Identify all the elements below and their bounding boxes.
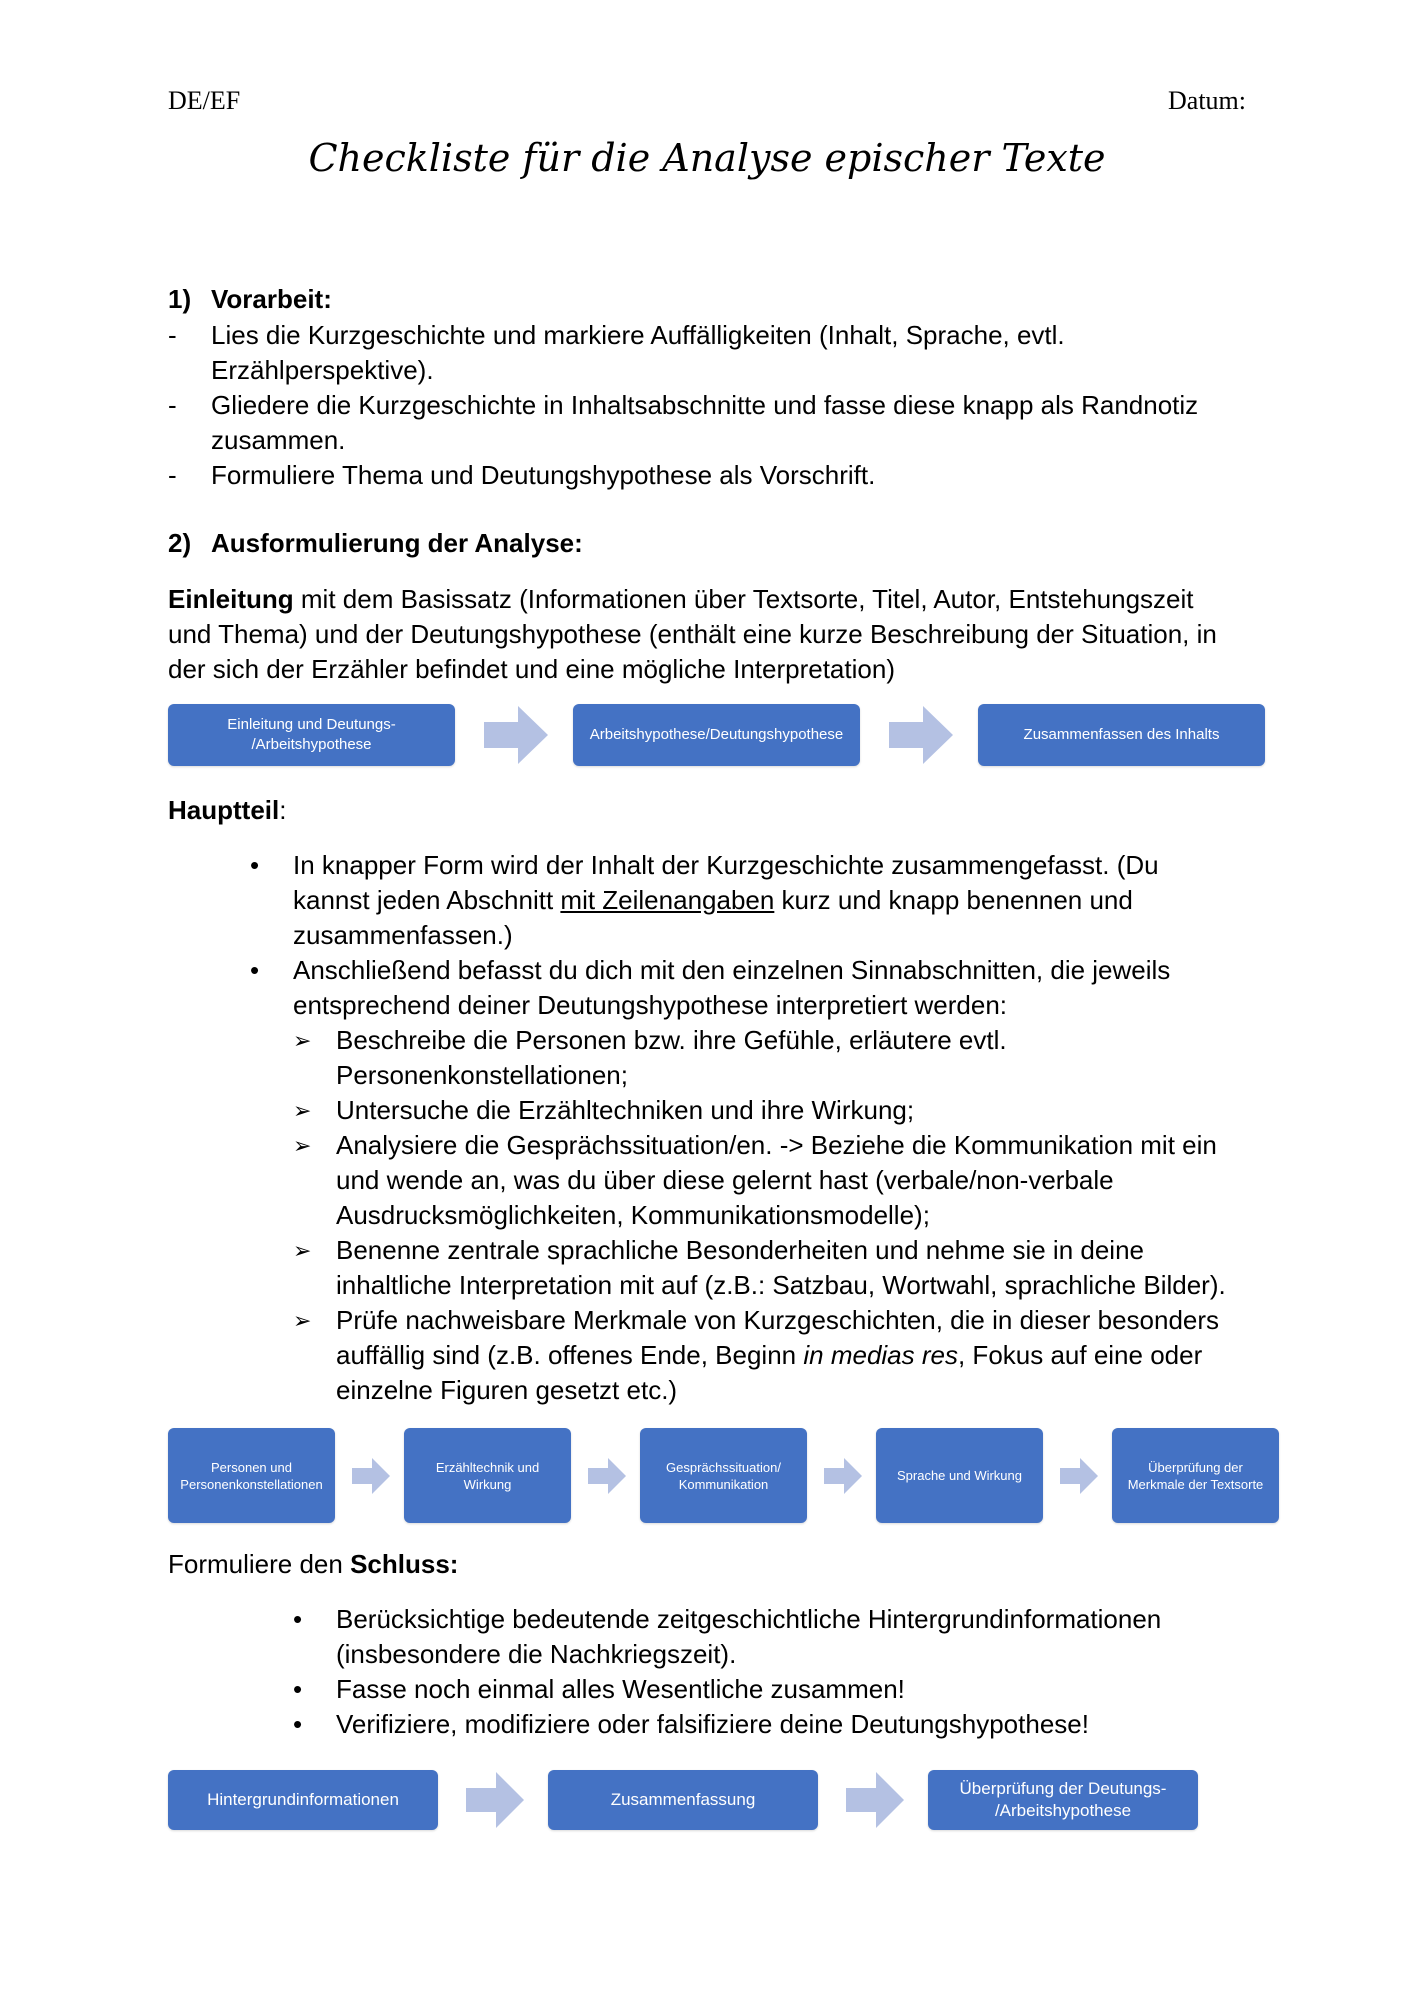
flow-box-einleitung	[168, 704, 455, 766]
einleitung-line: und Thema) und der Deutungshypothese (enthält eine kurze Beschreibung der Situation, in	[168, 619, 1217, 649]
list-item	[211, 318, 1261, 388]
list-item-line: , Fokus auf eine oder	[957, 1340, 1203, 1370]
flow-box-label: Überprüfung der Deutungs- /Arbeitshypothese	[959, 1779, 1167, 1820]
flow-box-label: Hintergrundinformationen	[207, 1790, 399, 1809]
list-item-line: zusammen.	[211, 425, 346, 455]
flow-box-sprache	[876, 1428, 1043, 1523]
flow-box-label: Überprüfung der Merkmale der Textsorte	[1127, 1459, 1264, 1492]
arrow-right-icon	[466, 1770, 524, 1830]
arrow-right-icon	[889, 704, 953, 766]
list-item-line: und wende an, was du über diese gelernt hast (verbale/non-verbale	[336, 1165, 1114, 1195]
arrowhead-bullet-icon: ➢	[293, 1238, 312, 1263]
list-item-line: Personenkonstellationen;	[336, 1060, 628, 1090]
arrow-right-icon	[1060, 1458, 1098, 1494]
list-item-line: inhaltliche Interpretation mit auf (z.B.: Satzbau, Wortwahl, sprachliche Bilder).	[336, 1270, 1226, 1300]
list-item	[336, 1672, 1336, 1707]
list-item-line: Analysiere die Gesprächssituation/en. -> Beziehe die Kommunikation mit ein	[336, 1130, 1217, 1160]
flow-box-label: Zusammenfassung	[610, 1790, 756, 1809]
section-2-heading: Ausformulierung der Analyse:	[211, 528, 583, 558]
arrow-right-icon	[352, 1458, 390, 1494]
einleitung-bold: Einleitung	[168, 584, 294, 614]
list-item-line: Berücksichtige bedeutende zeitgeschichtliche Hintergrundinformationen	[336, 1604, 1162, 1634]
list-item-line: Formuliere Thema und Deutungshypothese als Vorschrift.	[211, 460, 876, 490]
arrowhead-bullet-icon: ➢	[293, 1133, 312, 1158]
bullet-icon: •	[293, 1604, 303, 1634]
flow-box-label: Einleitung und Deutungs- /Arbeitshypothese	[227, 716, 396, 753]
schluss-pre: Formuliere den	[168, 1549, 351, 1579]
flow-box-hintergrund	[168, 1770, 438, 1830]
underlined-text: mit Zeilenangaben	[560, 885, 775, 915]
flow-box-arbeitshypothese	[573, 704, 860, 766]
list-item-line: Benenne zentrale sprachliche Besonderheiten und nehme sie in deine	[336, 1235, 1145, 1265]
flow-box-ueberpruefung-hypothese	[928, 1770, 1198, 1830]
list-item-dash: -	[168, 460, 177, 490]
list-item-dash: -	[168, 390, 177, 420]
list-item	[336, 1602, 1336, 1672]
section-1-heading: Vorarbeit:	[211, 284, 332, 314]
section-2-number: 2)	[168, 528, 192, 558]
hauptteil-colon: :	[279, 795, 287, 825]
list-item	[293, 953, 1293, 1023]
bullet-icon: •	[293, 1709, 303, 1739]
arrow-right-icon	[824, 1458, 862, 1494]
italic-text: in medias res	[803, 1340, 958, 1370]
list-item-line: Beschreibe die Personen bzw. ihre Gefühle, erläutere evtl.	[336, 1025, 1007, 1055]
list-item-line: In knapper Form wird der Inhalt der Kurzgeschichte zusammengefasst. (Du	[293, 850, 1159, 880]
list-item-line: einzelne Figuren gesetzt etc.)	[336, 1375, 678, 1405]
sub-list-item	[336, 1023, 1336, 1093]
list-item-line: Anschließend befasst du dich mit den einzelnen Sinnabschnitten, die jeweils	[293, 955, 1171, 985]
flow-box-erzaehltechnik	[404, 1428, 571, 1523]
bullet-icon: •	[293, 1674, 303, 1704]
arrowhead-bullet-icon: ➢	[293, 1028, 312, 1053]
list-item-line: Untersuche die Erzähltechniken und ihre Wirkung;	[336, 1095, 915, 1125]
list-item-line: auffällig sind (z.B. offenes Ende, Beginn	[336, 1340, 804, 1370]
flow-box-label: Personen und Personenkonstellationen	[180, 1459, 323, 1492]
list-item-line: Gliedere die Kurzgeschichte in Inhaltsabschnitte und fasse diese knapp als Randnotiz	[211, 390, 1199, 420]
flow-box-ueberpruefung-merkmale	[1112, 1428, 1279, 1523]
flow-box-label: Gesprächssituation/ Kommunikation	[666, 1459, 781, 1492]
list-item-line: Ausdrucksmöglichkeiten, Kommunikationsmodelle);	[336, 1200, 930, 1230]
flow-box-label: Sprache und Wirkung	[896, 1468, 1022, 1483]
list-item-line: (insbesondere die Nachkriegszeit).	[336, 1639, 737, 1669]
list-item-dash: -	[168, 320, 177, 350]
page-title: Checkliste für die Analyse epischer Texte	[308, 136, 1106, 180]
arrow-right-icon	[846, 1770, 904, 1830]
list-item-line: zusammenfassen.)	[293, 920, 513, 950]
flow-box-zusammenfassen	[978, 704, 1265, 766]
sub-list-item	[336, 1303, 1336, 1408]
list-item-line: entsprechend deiner Deutungshypothese interpretiert werden:	[293, 990, 1008, 1020]
date-label: Datum:	[1168, 86, 1246, 115]
schluss-bold: Schluss:	[350, 1549, 459, 1579]
arrowhead-bullet-icon: ➢	[293, 1098, 312, 1123]
schluss-heading	[168, 1547, 458, 1582]
bullet-icon: •	[250, 955, 260, 985]
list-item-line: Erzählperspektive).	[211, 355, 434, 385]
list-item	[336, 1707, 1336, 1742]
course-label: DE/EF	[168, 86, 241, 115]
einleitung-paragraph	[168, 582, 1268, 687]
bullet-icon: •	[250, 850, 260, 880]
list-item-line: Verifiziere, modifiziere oder falsifiziere deine Deutungshypothese!	[336, 1709, 1089, 1739]
section-1-number: 1)	[168, 284, 192, 314]
flow-box-personen	[168, 1428, 335, 1523]
arrow-right-icon	[588, 1458, 626, 1494]
flow-box-label: Erzähltechnik und Wirkung	[435, 1459, 540, 1492]
sub-list-item	[336, 1128, 1336, 1233]
list-item-line: Prüfe nachweisbare Merkmale von Kurzgeschichten, die in dieser besonders	[336, 1305, 1220, 1335]
einleitung-line: der sich der Erzähler befindet und eine mögliche Interpretation)	[168, 654, 895, 684]
list-item	[211, 388, 1261, 458]
arrow-right-icon	[484, 704, 548, 766]
hauptteil-heading	[168, 793, 286, 828]
list-item-line: kannst jeden Abschnitt	[293, 885, 561, 915]
list-item-line: Fasse noch einmal alles Wesentliche zusammen!	[336, 1674, 905, 1704]
flow-box-gespraechssituation	[640, 1428, 807, 1523]
hauptteil-bold: Hauptteil	[168, 795, 280, 825]
flow-box-zusammenfassung	[548, 1770, 818, 1830]
flow-box-label: Arbeitshypothese/Deutungshypothese	[589, 726, 844, 743]
list-item-line: Lies die Kurzgeschichte und markiere Auffälligkeiten (Inhalt, Sprache, evtl.	[211, 320, 1065, 350]
list-item	[293, 848, 1293, 953]
list-item	[211, 458, 1261, 493]
sub-list-item	[336, 1093, 1336, 1128]
flow-box-label: Zusammenfassen des Inhalts	[1023, 726, 1220, 743]
list-item-line: kurz und knapp benennen und	[774, 885, 1133, 915]
einleitung-line: mit dem Basissatz (Informationen über Textsorte, Titel, Autor, Entstehungszeit	[293, 584, 1194, 614]
arrowhead-bullet-icon: ➢	[293, 1308, 312, 1333]
sub-list-item	[336, 1233, 1356, 1303]
